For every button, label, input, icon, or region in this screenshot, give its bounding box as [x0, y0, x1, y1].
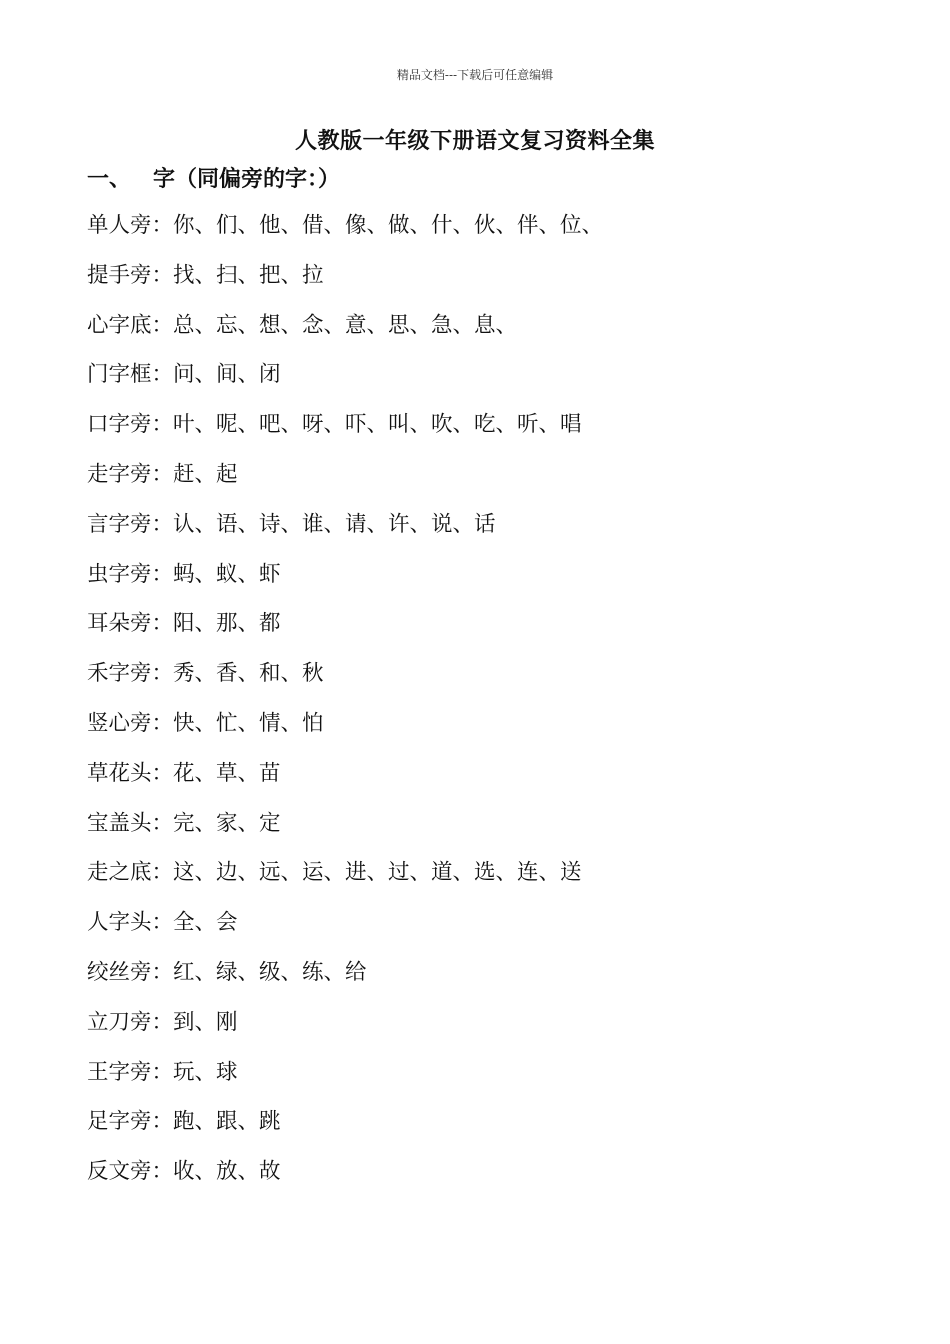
radical-row — [87, 848, 603, 898]
radical-row — [87, 998, 603, 1048]
radical-name: 虫字旁 — [87, 561, 152, 587]
radical-row — [87, 550, 603, 600]
radical-name: 门字框 — [87, 362, 152, 388]
radical-separator: ： — [151, 1009, 174, 1035]
radical-row — [87, 1048, 603, 1098]
radical-name: 走之底 — [87, 860, 152, 886]
radical-separator: ： — [151, 312, 174, 338]
radical-characters: 蚂、蚁、虾 — [173, 561, 281, 587]
radical-name: 禾字旁 — [87, 661, 152, 687]
radical-row — [87, 649, 603, 699]
radical-characters: 这、边、远、运、进、过、道、选、连、送 — [173, 860, 582, 886]
radical-row — [87, 350, 603, 400]
radical-row — [87, 749, 603, 799]
radical-row — [87, 699, 603, 749]
section-heading — [87, 162, 340, 193]
radical-characters: 跑、跟、跳 — [173, 1109, 281, 1135]
radical-name: 走字旁 — [87, 461, 152, 487]
radical-separator: ： — [151, 1109, 174, 1135]
radical-row — [87, 301, 603, 351]
radical-characters: 问、间、闭 — [173, 362, 281, 388]
radical-row — [87, 799, 603, 849]
radical-name: 心字底 — [87, 312, 152, 338]
radical-separator: ： — [151, 710, 174, 736]
radical-separator: ： — [151, 1059, 174, 1085]
radical-characters: 收、放、故 — [173, 1159, 281, 1185]
radical-characters: 找、扫、把、拉 — [173, 262, 324, 288]
radical-characters: 叶、呢、吧、呀、吓、叫、吹、吃、听、唱 — [173, 412, 582, 438]
radical-separator: ： — [151, 611, 174, 637]
radical-characters: 总、忘、想、念、意、思、急、息、 — [173, 312, 518, 338]
radical-row — [87, 898, 603, 948]
radical-row — [87, 251, 603, 301]
radical-name: 足字旁 — [87, 1109, 152, 1135]
radical-row — [87, 400, 603, 450]
radical-name: 言字旁 — [87, 511, 152, 537]
radical-name: 反文旁 — [87, 1159, 152, 1185]
radical-row — [87, 948, 603, 998]
radical-separator: ： — [151, 661, 174, 687]
radical-name: 耳朵旁 — [87, 611, 152, 637]
radical-separator: ： — [151, 461, 174, 487]
radical-name: 提手旁 — [87, 262, 152, 288]
document-title: 人教版一年级下册语文复习资料全集 — [294, 128, 655, 154]
radical-row — [87, 599, 603, 649]
radical-separator: ： — [151, 1159, 174, 1185]
radical-list — [87, 201, 603, 1197]
radical-characters: 认、语、诗、谁、请、许、说、话 — [173, 511, 496, 537]
page-header: 精品文档---下载后可任意编辑 — [396, 68, 554, 82]
radical-name: 竖心旁 — [87, 710, 152, 736]
radical-row — [87, 1147, 603, 1197]
radical-separator: ： — [151, 860, 174, 886]
radical-separator: ： — [151, 262, 174, 288]
radical-name: 人字头 — [87, 910, 152, 936]
radical-name: 立刀旁 — [87, 1009, 152, 1035]
section-heading-text: 字（同偏旁的字：） — [153, 166, 341, 192]
radical-name: 单人旁 — [87, 213, 152, 238]
radical-separator: ： — [151, 910, 174, 936]
radical-row — [87, 450, 603, 500]
radical-characters: 阳、那、都 — [173, 611, 281, 637]
radical-characters: 赶、起 — [173, 461, 238, 487]
section-number: 一、 — [87, 166, 132, 192]
radical-row — [87, 201, 603, 251]
radical-separator: ： — [151, 810, 174, 836]
radical-characters: 完、家、定 — [173, 810, 281, 836]
radical-name: 草花头 — [87, 760, 152, 786]
radical-characters: 到、刚 — [173, 1009, 238, 1035]
radical-name: 绞丝旁 — [87, 959, 152, 985]
radical-characters: 你、们、他、借、像、做、什、伙、伴、位、 — [173, 213, 604, 238]
radical-characters: 秀、香、和、秋 — [173, 661, 324, 687]
radical-characters: 全、会 — [173, 910, 238, 936]
radical-row — [87, 1097, 603, 1147]
radical-separator: ： — [151, 213, 174, 238]
radical-separator: ： — [151, 412, 174, 438]
radical-name: 王字旁 — [87, 1059, 152, 1085]
radical-separator: ： — [151, 760, 174, 786]
radical-separator: ： — [151, 561, 174, 587]
radical-separator: ： — [151, 362, 174, 388]
radical-name: 口字旁 — [87, 412, 152, 438]
radical-row — [87, 500, 603, 550]
radical-characters: 玩、球 — [173, 1059, 238, 1085]
radical-name: 宝盖头 — [87, 810, 152, 836]
radical-separator: ： — [151, 959, 174, 985]
radical-characters: 快、忙、情、怕 — [173, 710, 324, 736]
radical-characters: 花、草、苗 — [173, 760, 281, 786]
radical-separator: ： — [151, 511, 174, 537]
radical-characters: 红、绿、级、练、给 — [173, 959, 367, 985]
